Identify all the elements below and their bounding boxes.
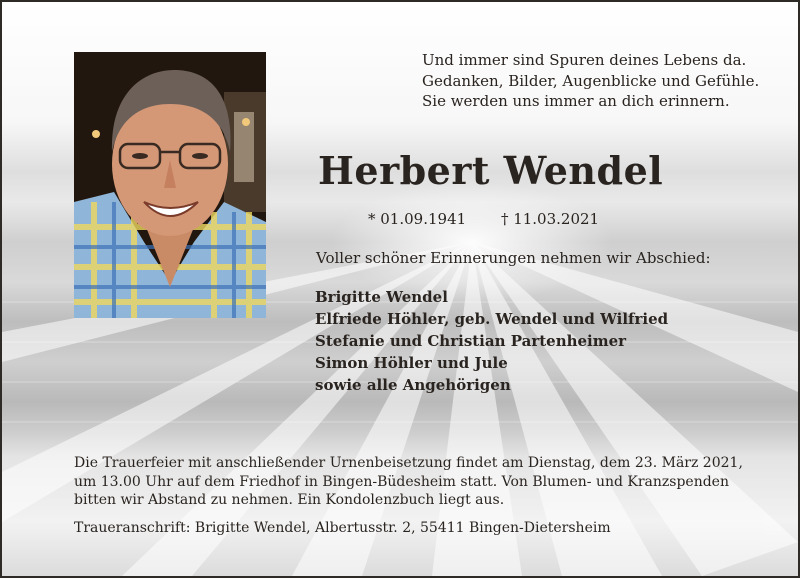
portrait-photo [74, 52, 266, 318]
mourner-name: Stefanie und Christian Partenheimer [315, 332, 627, 350]
life-dates [368, 210, 599, 228]
service-line: bitten wir Abstand zu nehmen. Ein Kondolenzbuch liegt aus. [74, 492, 505, 508]
mourning-address: Traueranschrift: Brigitte Wendel, Albertusstr. 2, 55411 Bingen-Dietersheim [74, 520, 611, 536]
service-line: um 13.00 Uhr auf dem Friedhof in Bingen-Büdesheim statt. Von Blumen- und Kranzspenden [74, 473, 729, 490]
mourner-name: Simon Höhler und Jule [315, 354, 508, 372]
farewell-line: Voller schöner Erinnerungen nehmen wir Abschied: [316, 249, 711, 267]
funeral-service-text [74, 454, 774, 510]
service-line: Die Trauerfeier mit anschließender Urnenbeisetzung findet am Dienstag, dem 23. März 2021, [74, 455, 743, 471]
deceased-name: Herbert Wendel [318, 148, 664, 193]
mourners-list [315, 286, 668, 396]
mourner-name: Elfriede Höhler, geb. Wendel und Wilfried [315, 310, 669, 328]
poem-line: Sie werden uns immer an dich erinnern. [422, 92, 730, 110]
poem-line: Gedanken, Bilder, Augenblicke und Gefühle. [422, 71, 760, 90]
poem-verse [422, 50, 782, 112]
poem-line: Und immer sind Spuren deines Lebens da. [422, 51, 747, 69]
birth-date: * 01.09.1941 [368, 210, 467, 228]
death-date: † 11.03.2021 [500, 210, 600, 228]
mourner-name: sowie alle Angehörigen [315, 376, 511, 394]
mourner-name: Brigitte Wendel [315, 288, 448, 306]
